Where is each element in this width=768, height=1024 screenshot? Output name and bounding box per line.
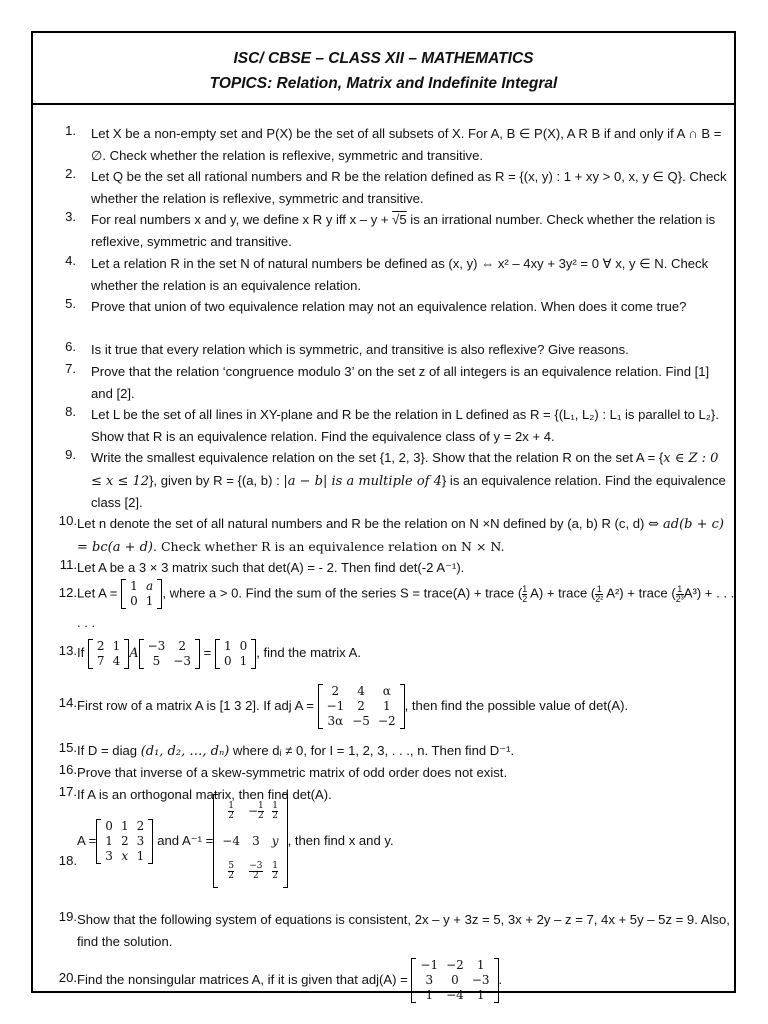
matrix-cell: 2: [178, 638, 186, 653]
numerator: −3: [249, 860, 263, 871]
text-part: A =: [77, 833, 97, 848]
question-text: [77, 953, 732, 1007]
page-title: [33, 46, 734, 96]
question-number: 3.: [65, 209, 76, 224]
matrix-cell: −2: [377, 714, 396, 729]
matrix-cell: 2: [136, 818, 145, 833]
question-number: 2.: [65, 166, 76, 181]
matrix-cell: [218, 796, 244, 826]
question-text: [77, 740, 732, 763]
text-part: Find the nonsingular matrices A, if it is given that adj(A) =: [77, 972, 412, 987]
fraction: [676, 585, 684, 604]
denominator: 2²: [595, 593, 604, 604]
denominator: 2: [522, 593, 528, 604]
denominator: 2: [253, 870, 259, 881]
text-part: , then find x and y.: [287, 833, 394, 848]
math-expression: ⇔ ad(b + c) = bc(a + d): [77, 517, 725, 555]
denominator: 2: [228, 810, 234, 821]
matrix-cell: 2: [96, 638, 105, 653]
matrix-cell: [244, 796, 268, 826]
question-number: 16.: [58, 762, 77, 777]
header-divider: [33, 103, 734, 105]
matrix-cell: α: [382, 684, 391, 699]
denominator: 2: [272, 810, 279, 821]
matrix-cell: −3: [471, 973, 490, 988]
matrix-2: [139, 639, 200, 669]
question-text: Prove that the relation ‘congruence modulo 3’ on the set z of all integers is an equivalence relation. Find [1] and [2].: [91, 364, 710, 401]
question-number: 12.: [58, 585, 77, 600]
matrix-cell: 1: [239, 653, 248, 668]
sqrt-expression: √5: [392, 212, 407, 227]
matrix-cell: x: [121, 848, 129, 863]
matrix-3: [215, 639, 256, 669]
math-expression: x ∈ Z : 0 ≤ x ≤ 12: [91, 451, 719, 489]
matrix-cell: 1: [136, 848, 145, 863]
matrix-cell: y: [271, 833, 279, 848]
matrix-cell: [268, 796, 283, 826]
text-part: If D = diag: [77, 743, 141, 758]
text-part: For real numbers x and y, we define x R y iff x – y +: [91, 212, 393, 227]
text-part: A²) + trace (: [603, 585, 676, 601]
question-text: Prove that union of two equivalence relation may not an equivalence relation. When does it come true?: [91, 299, 687, 314]
matrix-a: [121, 579, 162, 609]
matrix-cell: 1: [223, 638, 232, 653]
matrix-cell: −1: [420, 958, 439, 973]
text-part: . Check whether R is an equivalence relation on N × N.: [153, 538, 505, 554]
matrix-cell: 2: [120, 833, 129, 848]
denominator: 2: [228, 870, 234, 881]
matrix-cell: −2: [446, 958, 464, 973]
question-text: Prove that inverse of a skew-symmetric matrix of odd order does not exist.: [77, 765, 508, 780]
question-text: Let a relation R in the set N of natural numbers be defined as (x, y) ⇔ x² – 4xy + 3y² = 0 ∀ x, y ∈ N. Check whether the relation is an equivalence relation.: [91, 256, 709, 293]
bracket-right: [148, 819, 153, 864]
question-number: 5.: [65, 296, 76, 311]
numerator: 1: [272, 860, 279, 871]
math-expression: (d₁, d₂, …, dₙ): [140, 744, 230, 759]
numerator: 1: [272, 800, 279, 811]
matrix-cell: 3: [252, 833, 260, 848]
matrix-cell: 0: [105, 818, 113, 833]
text-part: A) + trace (: [527, 585, 596, 601]
question-number: 4.: [65, 253, 76, 268]
matrix-cell: 5: [152, 653, 161, 668]
matrix-cell: 1: [382, 699, 391, 714]
matrix-a-inverse: [213, 794, 287, 888]
matrix-cell: [244, 856, 268, 886]
question-number: 18.: [58, 853, 77, 868]
title-line-2: TOPICS: Relation, Matrix and Indefinite Integral: [209, 75, 558, 92]
text-part: A³) + . . . . . .: [77, 585, 735, 630]
text-part: }, given by R = {(a, b) :: [149, 472, 284, 488]
numerator: 1: [677, 583, 683, 594]
matrix-cell: 0: [223, 653, 232, 668]
matrix-cell: 4: [112, 653, 121, 668]
question-number: 8.: [65, 404, 76, 419]
numerator: 5: [228, 860, 234, 871]
matrix-cell: −4: [446, 988, 464, 1003]
matrix-cell: [218, 856, 244, 886]
matrix-cell: 1: [120, 818, 129, 833]
denominator: 2: [258, 810, 264, 821]
matrix-a: [96, 819, 153, 864]
matrix-adj-a: [411, 958, 498, 1003]
text-part: , find the matrix A.: [256, 645, 362, 660]
matrix-cell: 0: [451, 973, 459, 988]
question-number: 9.: [65, 447, 76, 462]
matrix-cell: −3: [147, 638, 166, 653]
numerator: 1: [596, 583, 602, 594]
matrix-cell: 1: [145, 594, 154, 608]
text-part: Write the smallest equivalence relation on the set {1, 2, 3}. Show that the relation R on the set A = {: [91, 450, 664, 465]
matrix-cell: 1: [476, 988, 485, 1003]
question-text: Let X be a non-empty set and P(X) be the set of all subsets of X. For A, B ∈ P(X), A R B if and only if A ∩ B = ∅. Check whether the relation is reflexive, symmetric and transitive.: [91, 126, 722, 163]
matrix-cell: 2: [357, 699, 365, 714]
matrix-cell: 4: [357, 684, 365, 699]
text-part: where dᵢ ≠ 0, for I = 1, 2, 3, . . ., n. Then find D⁻¹.: [229, 743, 515, 758]
question-number: 1.: [65, 123, 76, 138]
matrix-cell: −1: [326, 699, 345, 714]
question-text: [77, 513, 732, 558]
numerator: 1: [522, 583, 528, 594]
matrix-cell: 1: [476, 958, 485, 973]
text-part: , then find the possible value of det(A).: [404, 698, 629, 713]
question-text: [77, 681, 737, 731]
minus-sign: −: [247, 803, 259, 818]
matrix-cell: 2: [331, 684, 340, 699]
denominator: 2³: [675, 593, 684, 604]
question-number: 11.: [59, 557, 77, 572]
matrix-cell: 1: [105, 833, 113, 848]
title-line-1: ISC/ CBSE – CLASS XII – MATHEMATICS: [233, 50, 534, 67]
question-number: 13.: [58, 643, 77, 658]
question-text: [77, 637, 732, 670]
matrix-cell: −3: [173, 653, 191, 668]
text-part: First row of a matrix A is [1 3 2]. If adj A =: [77, 698, 318, 713]
footer-divider: [31, 991, 736, 993]
question-number: 19.: [58, 909, 77, 924]
matrix-cell: 3α: [327, 714, 344, 729]
text-part: and A⁻¹ =: [157, 833, 214, 848]
matrix-cell: 3: [136, 833, 145, 848]
matrix-cell: [268, 856, 283, 886]
matrix-cell: 3: [105, 848, 113, 863]
matrix-cell: 1: [130, 579, 138, 593]
matrix-cell: −5: [352, 714, 370, 729]
matrix-1: [88, 639, 129, 669]
text-part: Let A =: [77, 585, 122, 601]
math-expression: A: [129, 646, 139, 661]
question-text: Show that the following system of equations is consistent, 2x – y + 3z = 5, 3x + 2y – z = 7, 4x + 5y – 5z = 9. Also, find the solution.: [77, 912, 730, 949]
question-number: 17.: [58, 784, 77, 799]
text-part: Let n denote the set of all natural numbers and R be the relation on N ×N defined by (a, b) R (c, d): [77, 516, 648, 531]
question-number: 20.: [58, 970, 77, 985]
text-part: =: [200, 645, 215, 660]
matrix-cell: −4: [222, 833, 240, 848]
text-part: If: [77, 645, 88, 660]
matrix-cell: 1: [425, 988, 434, 1003]
question-text: If A is an orthogonal matrix, then find det(A).: [77, 787, 332, 802]
text-part: , where a > 0. Find the sum of the series S = trace(A) + trace (: [162, 585, 523, 601]
denominator: 2: [272, 870, 279, 881]
matrix-cell: 7: [96, 653, 105, 668]
question-text: Is it true that every relation which is symmetric, and transitive is also reflexive? Give reasons.: [91, 342, 629, 357]
question-number: 7.: [65, 361, 76, 376]
question-number: 15.: [58, 740, 77, 755]
text-part: is an irrational number. Check whether the relation is reflexive, symmetric and transitive.: [91, 212, 716, 249]
question-text: [91, 209, 731, 252]
question-text: Let Q be the set all rational numbers and R be the relation defined as R = {(x, y) : 1 + xy > 0, x, y ∈ Q}. Check whether the relation is reflexive, symmetric and transitive.: [91, 169, 727, 206]
question-text: [91, 447, 731, 514]
text-part: .: [498, 972, 503, 987]
matrix-cell: 0: [239, 638, 248, 653]
matrix-adj-a: [318, 684, 405, 729]
text-part: } is an equivalence relation. Find the equivalence class [2].: [91, 472, 726, 511]
question-text: Let A be a 3 × 3 matrix such that det(A) = - 2. Then find det(-2 A⁻¹).: [77, 560, 465, 575]
numerator: 1: [258, 800, 264, 811]
matrix-cell: 1: [112, 638, 121, 653]
question-number: 10.: [58, 513, 77, 528]
question-text: [77, 579, 737, 637]
matrix-cell: 0: [130, 594, 138, 608]
numerator: 1: [228, 800, 234, 811]
question-text: Let L be the set of all lines in XY-plane and R be the relation in L defined as R = {(L₁, L₂) : L₁ is parallel to L₂}. Show that R is an equivalence relation. Find the equivalence class of y = 2x + 4.: [91, 407, 719, 444]
question-number: 6.: [65, 339, 76, 354]
page-frame: [31, 31, 736, 1003]
matrix-cell: a: [145, 579, 154, 593]
question-number: 14.: [58, 695, 77, 710]
math-expression: |a − b| is a multiple of 4: [283, 473, 442, 489]
matrix-cell: 3: [425, 973, 434, 988]
